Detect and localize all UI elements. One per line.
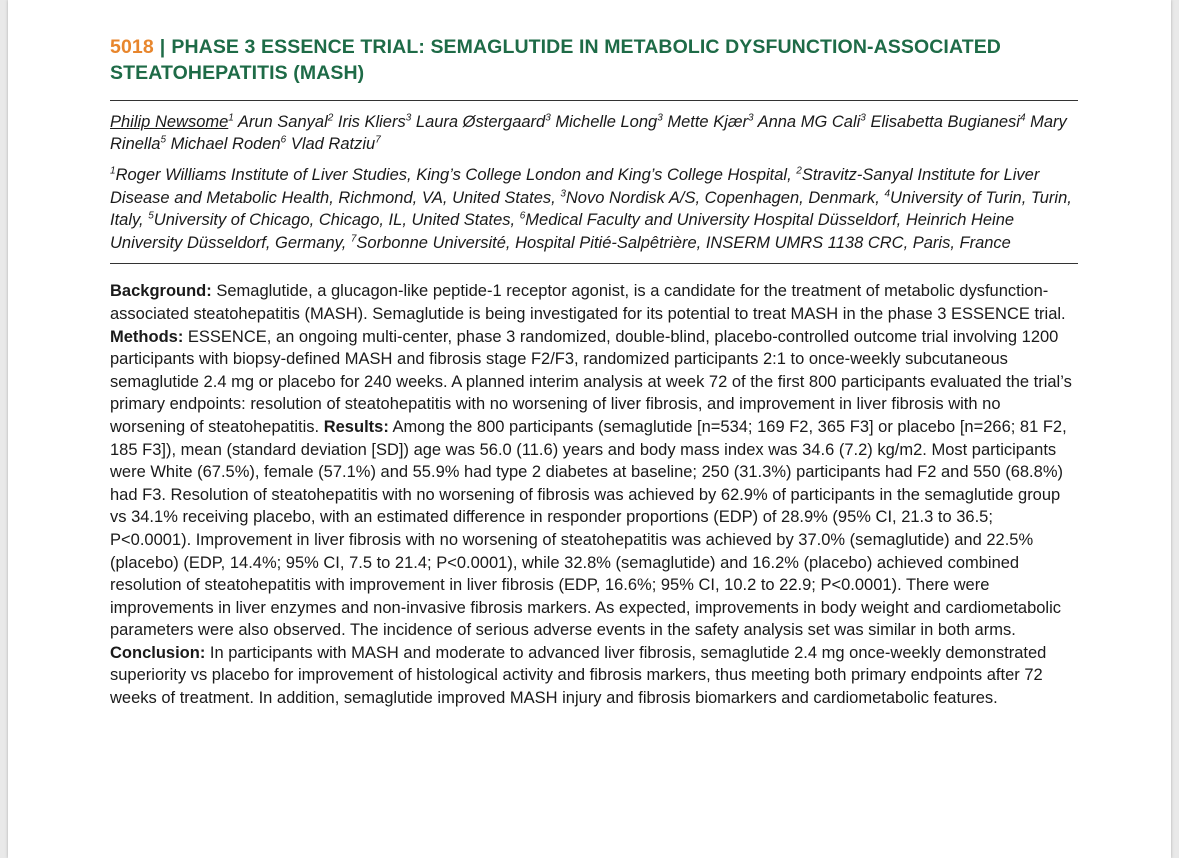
author-sup: 6: [280, 134, 287, 146]
affiliation-sup: 3: [560, 188, 566, 200]
author-list: [110, 111, 1078, 155]
section-text-results: Among the 800 participants (semaglutide [n=534; 169 F2, 365 F3] or placebo [n=266; 81 F2, 185 F3]), mean (standard deviation [SD]) age was 56.0 (11.6) years and body mass index was 34.6 (7.2) kg/m2. Most participants were White (67.5%), female (57.1%) and 55.9% had type 2 diabetes at baseline; 250 (31.3%) participants had F2 and 550 (68.8%) had F3. Resolution of steatohepatitis with no worsening of fibrosis was achieved by 62.9% of participants in the semaglutide group vs 34.1% receiving placebo, with an estimated difference in responder proportions (EDP) of 28.9% (95% CI, 21.3 to 36.5; P<0.0001). Improvement in liver fibrosis with no worsening of steatohepatitis was achieved by 37.0% (semaglutide) and 22.5% (placebo) (EDP, 14.4%; 95% CI, 7.5 to 21.4; P<0.0001), while 32.8% (semaglutide) and 16.2% (placebo) achieved combined resolution of steatohepatitis with improvement in liver fibrosis (EDP, 16.6%; 95% CI, 10.2 to 22.9; P<0.0001). There were improvements in liver enzymes and non-invasive fibrosis markers. As expected, improvements in body weight and cardiometabolic parameters were also observed. The incidence of serious adverse events in the safety analysis set was similar in both arms.: [110, 417, 1067, 640]
affiliation-sup: 2: [796, 165, 802, 177]
author: [555, 113, 662, 131]
author-name: Michelle Long: [555, 113, 658, 131]
author: [667, 113, 753, 131]
abstract-content: [110, 34, 1078, 710]
section-text-background: Semaglutide, a glucagon-like peptide-1 receptor agonist, is a candidate for the treatment of metabolic dysfunction-associated steatohepatitis (MASH). Semaglutide is being investigated for its potential to treat MASH in the phase 3 ESSENCE trial.: [110, 282, 1066, 323]
author-sup: 2: [327, 112, 334, 124]
affiliation-text: Roger Williams Institute of Liver Studies, King’s College London and King’s College Hospital: [115, 166, 788, 184]
affiliation-sup: 1: [110, 165, 116, 177]
author-name: Philip Newsome: [110, 113, 229, 131]
abstract-body: [110, 280, 1078, 709]
affiliation-text: Stravitz-Sanyal Institute for Liver Disease and Metabolic Health, Richmond, VA, United States: [110, 166, 1040, 207]
author: [110, 113, 234, 131]
affiliation-list: $^1$Roger Williams Institute of Liver Studies, King’s College London and King’s College Hospital, $^2$Stravitz-Sanyal Institute for Liver Disease and Metabolic Health, Richmond, VA, United States, $^3$Novo Nordisk A/S, Copenhagen, Denmark, $^4$University of Turin, Turin, Italy, $^5$University of Chicago, Chicago, IL, United States, $^6$Medical Faculty and University Hospital Düsseldorf, Heinrich Heine University Düsseldorf, Germany, $^7$Sorbonne Université, Hospital Pitié-Salpêtrière, INSERM UMRS 1138 CRC, Paris, France: [110, 165, 1072, 252]
author-sup: 3: [748, 112, 754, 124]
author-name: Iris Kliers: [337, 113, 406, 131]
section-text-methods: ESSENCE, an ongoing multi-center, phase 3 randomized, double-blind, placebo-controlled outcome trial involving 1200 participants with biopsy-defined MASH and fibrosis stage F2/F3, randomized participants 2:1 to once-weekly subcutaneous semaglutide 2.4 mg or placebo for 240 weeks. A planned interim analysis at week 72 of the first 800 participants evaluated the trial’s primary endpoints: resolution of steatohepatitis with no worsening of liver fibrosis, and improvement in liver fibrosis with no worsening of steatohepatitis.: [110, 327, 1072, 436]
section-heading-results: Results:: [323, 417, 389, 436]
author-sup: 4: [1019, 112, 1026, 124]
affiliation-text: Sorbonne Université, Hospital Pitié-Salpêtrière, INSERM UMRS 1138 CRC, Paris, France: [356, 233, 1011, 252]
title-text: PHASE 3 ESSENCE TRIAL: SEMAGLUTIDE IN METABOLIC DYSFUNCTION-ASSOCIATED STEATOHEPATITIS (MASH): [110, 36, 1001, 84]
author-name: Michael Roden: [170, 135, 281, 153]
author-name: Mary Rinella: [110, 113, 1067, 153]
author-sup: 3: [860, 112, 866, 124]
author: [870, 113, 1025, 131]
document-page: [8, 0, 1171, 858]
author: [416, 113, 551, 131]
author-sup: 5: [160, 134, 167, 146]
middle-divider: [110, 263, 1078, 264]
abstract-title: [110, 34, 1078, 86]
author-sup: 7: [375, 134, 381, 146]
affiliation-text: University of Turin, Turin, Italy: [110, 188, 1072, 230]
section-heading-background: Background:: [110, 282, 212, 301]
author-sup: 3: [545, 112, 551, 124]
author: [171, 135, 287, 153]
author-name: Laura Østergaard: [415, 113, 546, 131]
affiliation-sup: 6: [519, 210, 526, 222]
affiliation-sup: 5: [148, 210, 154, 222]
author: [291, 135, 381, 153]
author-name: Vlad Ratziu: [290, 135, 376, 153]
author: [238, 113, 333, 131]
affiliation-text: Medical Faculty and University Hospital Düsseldorf, Heinrich Heine University Düsseldorf, Germany: [110, 211, 1015, 252]
affiliation-sup: 4: [884, 188, 890, 200]
title-separator: |: [159, 36, 166, 58]
abstract-number: 5018: [110, 36, 154, 58]
top-divider: [110, 100, 1078, 101]
author-sup: 1: [228, 112, 234, 124]
author: [338, 113, 411, 131]
author-name: Arun Sanyal: [237, 113, 328, 131]
section-heading-methods: Methods:: [110, 327, 184, 346]
author-sup: 3: [657, 112, 663, 124]
author-sup: 3: [405, 112, 412, 124]
author-name: Mette Kjær: [667, 113, 749, 131]
section-text-conclusion: In participants with MASH and moderate to advanced liver fibrosis, semaglutide 2.4 mg once-weekly demonstrated superiority vs placebo for improvement of histological activity and fibrosis markers, thus meeting both primary endpoints after 72 weeks of treatment. In addition, semaglutide improved MASH injury and fibrosis biomarkers and cardiometabolic features.: [110, 643, 1047, 708]
author: [758, 113, 866, 131]
affiliation-text: University of Chicago, Chicago, IL, United States: [153, 211, 511, 230]
affiliation-sup: 7: [350, 233, 357, 245]
section-heading-conclusion: Conclusion:: [110, 643, 206, 662]
author-name: Anna MG Cali: [757, 113, 861, 131]
author-name: Elisabetta Bugianesi: [870, 113, 1020, 131]
affiliation-text: Novo Nordisk A/S, Copenhagen, Denmark: [565, 188, 876, 207]
